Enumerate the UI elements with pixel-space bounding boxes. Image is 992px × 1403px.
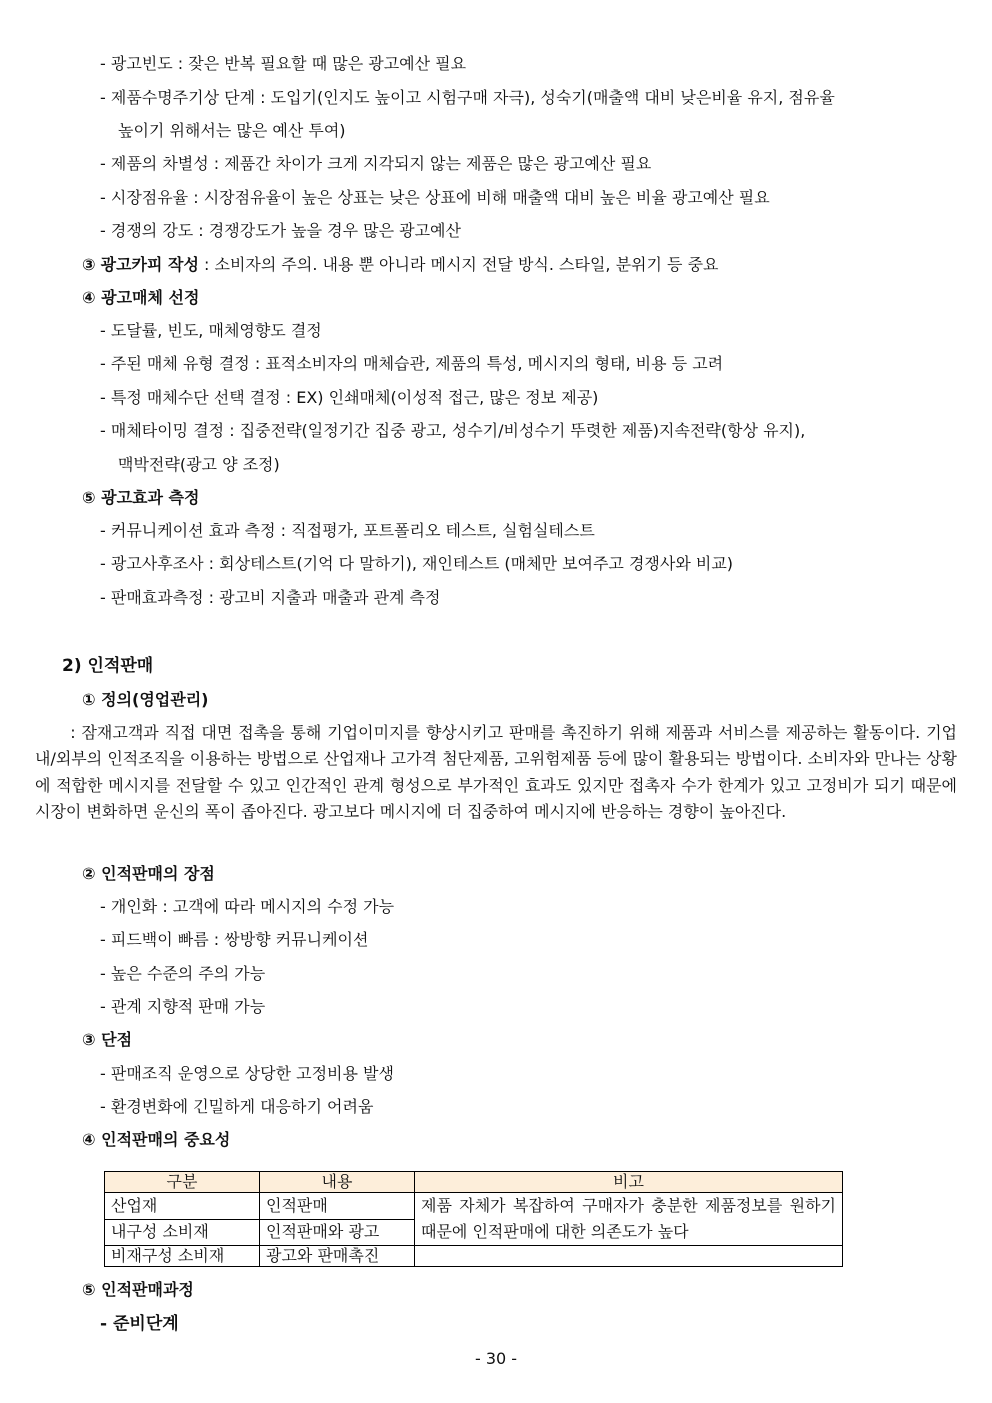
list-item: - 커뮤니케이션 효과 측정 : 직접평가, 포트폴리오 테스트, 실험실테스트 xyxy=(100,521,595,540)
list-item: - 도달률, 빈도, 매체영향도 결정 xyxy=(100,321,322,340)
list-item: - 경쟁의 강도 : 경쟁강도가 높을 경우 많은 광고예산 xyxy=(100,221,461,240)
table-cell: 비재구성 소비재 xyxy=(105,1246,260,1267)
list-item: - 개인화 : 고객에 따라 메시지의 수정 가능 xyxy=(100,897,395,916)
process-subheading: - 준비단계 xyxy=(100,1314,179,1334)
table-cell: 내구성 소비재 xyxy=(105,1219,260,1246)
media-heading: ④ 광고매체 선정 xyxy=(82,288,200,307)
copywriting-title: 광고카피 작성 xyxy=(100,255,199,274)
list-item: - 판매조직 운영으로 상당한 고정비용 발생 xyxy=(100,1064,394,1083)
advantages-heading: ② 인적판매의 장점 xyxy=(82,864,215,883)
copywriting-desc: : 소비자의 주의. 내용 뿐 아니라 메시지 전달 방식. 스타일, 분위기 등 중요 xyxy=(198,255,719,274)
table-row xyxy=(105,1193,843,1220)
list-item: - 관계 지향적 판매 가능 xyxy=(100,997,266,1016)
definition-paragraph: : 잠재고객과 직접 대면 접촉을 통해 기업이미지를 향상시키고 판매를 촉진하기 위해 제품과 서비스를 제공하는 활동이다. 기업 내/외부의 인적조직을 이용하는 방법으로 산업재나 고가격 첨단제품, 고위험제품 등에 많이 활용되는 방법이다. 소비자와 만나는 상황에 적합한 메시지를 전달할 수 있고 인간적인 관계 형성으로 부가적인 효과도 있지만 접촉자 수가 한계가 있고 고정비가 되기 때문에 시장이 변화하면 운신의 폭이 좁아진다. 광고보다 메시지에 더 집중하여 메시지에 반응하는 경향이 높아진다. xyxy=(35,723,963,822)
copywriting-number: ③ xyxy=(82,255,96,274)
table-cell: 산업재 xyxy=(105,1193,260,1220)
list-item: - 주된 매체 유형 결정 : 표적소비자의 매체습관, 제품의 특성, 메시지의 형태, 비용 등 고려 xyxy=(100,354,724,373)
table-header: 내용 xyxy=(260,1172,415,1193)
effect-heading: ⑤ 광고효과 측정 xyxy=(82,488,200,507)
list-item: - 매체타이밍 결정 : 집중전략(일정기간 집중 광고, 성수기/비성수기 뚜렷한 제품)지속전략(항상 유지), xyxy=(100,421,806,440)
list-item: - 특정 매체수단 선택 결정 : EX) 인쇄매체(이성적 접근, 많은 정보 제공) xyxy=(100,388,599,407)
list-item: - 광고빈도 : 잦은 반복 필요할 때 많은 광고예산 필요 xyxy=(100,54,467,73)
list-item-continuation: 맥박전략(광고 양 조정) xyxy=(118,455,280,474)
definition-heading: ① 정의(영업관리) xyxy=(82,690,209,709)
copywriting-line xyxy=(82,253,719,277)
list-item: - 제품수명주기상 단계 : 도입기(인지도 높이고 시험구매 자극), 성숙기(매출액 대비 낮은비율 유지, 점유율 xyxy=(100,88,835,107)
section-title: 2) 인적판매 xyxy=(62,656,154,676)
list-item: - 제품의 차별성 : 제품간 차이가 크게 지각되지 않는 제품은 많은 광고예산 필요 xyxy=(100,154,652,173)
list-item: - 환경변화에 긴밀하게 대응하기 어려움 xyxy=(100,1097,374,1116)
importance-heading: ④ 인적판매의 중요성 xyxy=(82,1130,231,1149)
list-item: - 광고사후조사 : 회상테스트(기억 다 말하기), 재인테스트 (매체만 보여주고 경쟁사와 비교) xyxy=(100,554,734,573)
table-cell: 인적판매 xyxy=(260,1193,415,1220)
table-cell-empty xyxy=(415,1246,843,1267)
importance-table xyxy=(104,1171,843,1267)
list-item-continuation: 높이기 위해서는 많은 예산 투여) xyxy=(118,121,346,140)
list-item: - 판매효과측정 : 광고비 지출과 매출과 관계 측정 xyxy=(100,588,441,607)
process-heading: ⑤ 인적판매과정 xyxy=(82,1280,194,1299)
disadvantages-heading: ③ 단점 xyxy=(82,1030,133,1049)
list-item: - 피드백이 빠름 : 쌍방향 커뮤니케이션 xyxy=(100,930,369,949)
table-cell: 광고와 판매촉진 xyxy=(260,1246,415,1267)
list-item: - 시장점유율 : 시장점유율이 높은 상표는 낮은 상표에 비해 매출액 대비 높은 비율 광고예산 필요 xyxy=(100,188,770,207)
table-header: 비고 xyxy=(415,1172,843,1193)
table-cell: 인적판매와 광고 xyxy=(260,1219,415,1246)
table-note-cell: 제품 자체가 복잡하여 구매자가 충분한 제품정보를 원하기 때문에 인적판매에 대한 의존도가 높다 xyxy=(415,1193,843,1246)
list-item: - 높은 수준의 주의 가능 xyxy=(100,964,266,983)
page-number: - 30 - xyxy=(474,1349,518,1368)
table-header: 구분 xyxy=(105,1172,260,1193)
table-row xyxy=(105,1246,843,1267)
table-header-row xyxy=(105,1172,843,1193)
